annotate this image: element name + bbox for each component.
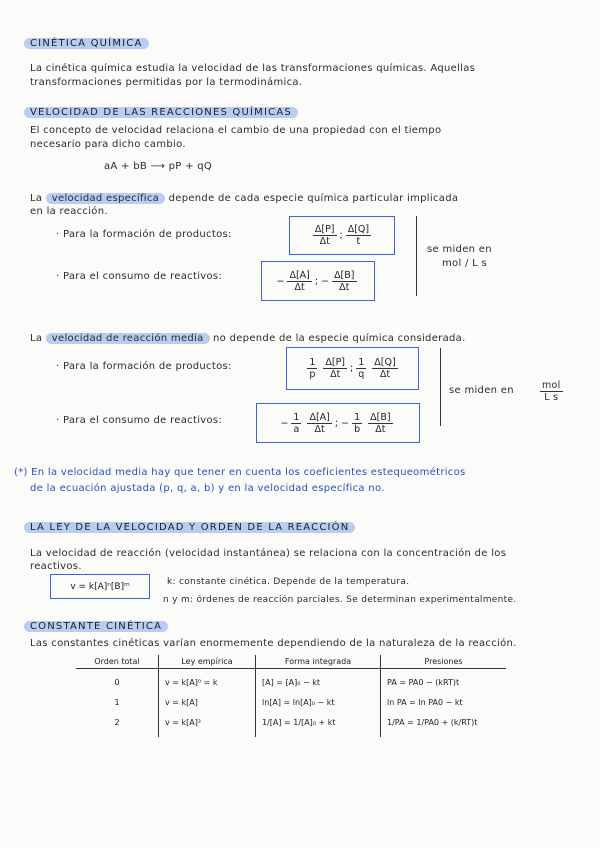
nm-definition: n y m: órdenes de reacción parciales. Se determinan experimentalmente. bbox=[163, 595, 517, 605]
table-header-cell: Forma integrada bbox=[256, 655, 381, 669]
table-body-row bbox=[76, 669, 506, 738]
table-cell: v = k[A]⁰ = k bbox=[165, 678, 218, 687]
highlight-velocidad-especifica: velocidad específica bbox=[46, 193, 165, 204]
table-cell: ln[A] = ln[A]₀ − kt bbox=[262, 698, 335, 707]
section-title-cinetica: CINÉTICA QUÍMICA bbox=[24, 38, 149, 49]
media-formacion-label: · Para la formación de productos: bbox=[56, 361, 232, 372]
brace-line-media bbox=[440, 348, 441, 426]
media-formacion-box: $\frac{1}{p}$ $\frac{\Delta[P]}{\Delta t}$ ; $\frac{1}{q}$ $\frac{\Delta[Q]}{\Delta t}$ bbox=[286, 347, 419, 390]
table-cell: ln PA = ln PA0 − kt bbox=[387, 698, 463, 707]
table-header-cell: Orden total bbox=[76, 655, 159, 669]
ley-text-line1: La velocidad de reacción (velocidad instantánea) se relaciona con la concentración de los bbox=[30, 548, 507, 559]
table-header-cell: Ley empírica bbox=[159, 655, 256, 669]
especifica-text-line2: en la reacción. bbox=[30, 206, 108, 217]
especifica-consumo-label: · Para el consumo de reactivos: bbox=[56, 271, 223, 282]
media-consumo-box: − $\frac{1}{a}$ $\frac{\Delta[A]}{\Delta t}$ ; − $\frac{1}{b}$ $\frac{\Delta[B]}{\Delta t}$ bbox=[256, 403, 420, 443]
especifica-formacion-label: · Para la formación de productos: bbox=[56, 229, 232, 240]
media-consumo-label: · Para el consumo de reactivos: bbox=[56, 415, 223, 426]
table-cell: 1 bbox=[114, 698, 120, 707]
velocidad-text-line1: El concepto de velocidad relaciona el cambio de una propiedad con el tiempo bbox=[30, 125, 442, 136]
media-text-line1: La velocidad de reacción media no depende de la especie química considerada. bbox=[30, 333, 466, 344]
table-cell: 0 bbox=[114, 678, 120, 687]
table-cell: 2 bbox=[114, 718, 120, 727]
table-cell: v = k[A] bbox=[165, 698, 198, 707]
reaction-equation: aA + bB ⟶ pP + qQ bbox=[104, 161, 213, 172]
table-header-row bbox=[76, 655, 506, 669]
highlight-velocidad-media: velocidad de reacción media bbox=[46, 333, 210, 344]
brace-line-especifica bbox=[416, 216, 417, 296]
rate-law-box: v = k[A]ⁿ[B]ᵐ bbox=[50, 574, 150, 599]
cinetica-text-line2: transformaciones permitidas por la termodinámica. bbox=[30, 77, 303, 88]
kinetics-table bbox=[76, 655, 506, 737]
table-header-cell: Presiones bbox=[381, 655, 507, 669]
section-title-velocidad: VELOCIDAD DE LAS REACCIONES QUÍMICAS bbox=[24, 107, 298, 118]
especifica-consumo-box: − $\frac{\Delta[A]}{\Delta t}$ ; − $\frac{\Delta[B]}{\Delta t}$ bbox=[261, 261, 375, 301]
note-line2: de la ecuación ajustada (p, q, a, b) y en la velocidad específica no. bbox=[30, 483, 385, 494]
constante-text-line1: Las constantes cinéticas varían enormemente dependiendo de la naturaleza de la reacción. bbox=[30, 638, 517, 649]
k-definition: k: constante cinética. Depende de la temperatura. bbox=[167, 577, 410, 587]
table-cell: v = k[A]² bbox=[165, 718, 202, 727]
table-cell: [A] = [A]₀ − kt bbox=[262, 678, 320, 687]
especifica-formacion-box: $\frac{\Delta[P]}{\Delta t}$ ; $\frac{\Delta[Q]}{t}$ bbox=[289, 216, 395, 255]
table-cell: PA = PA0 − (kRT)t bbox=[387, 678, 460, 687]
note-line1: (*) En la velocidad media hay que tener en cuenta los coeficientes estequeométricos bbox=[14, 467, 466, 478]
table-cell: 1/[A] = 1/[A]₀ + kt bbox=[262, 718, 336, 727]
especifica-units-line2: mol / L s bbox=[442, 258, 488, 269]
ley-text-line2: reactivos. bbox=[30, 561, 82, 572]
media-units-fraction: $\frac{\text{mol}}{\text{L s}}$ bbox=[542, 380, 561, 403]
section-title-constante: CONSTANTE CINÉTICA bbox=[24, 621, 168, 632]
cinetica-text-line1: La cinética química estudia la velocidad de las transformaciones químicas. Aquellas bbox=[30, 63, 476, 74]
velocidad-text-line2: necesario para dicho cambio. bbox=[30, 139, 186, 150]
section-title-ley: LA LEY DE LA VELOCIDAD Y ORDEN DE LA REACCIÓN bbox=[24, 522, 355, 533]
media-units-text: se miden en bbox=[449, 385, 514, 396]
especifica-units-line1: se miden en bbox=[427, 244, 492, 255]
especifica-text-line1: La velocidad específica depende de cada especie química particular implicada bbox=[30, 193, 459, 204]
table-cell: 1/PA = 1/PA0 + (k/RT)t bbox=[387, 718, 478, 727]
